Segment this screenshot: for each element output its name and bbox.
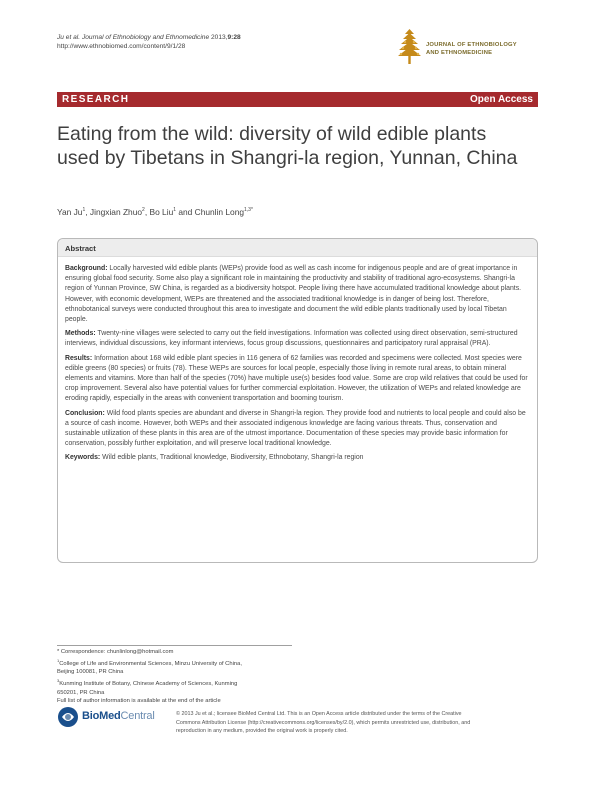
logo-line-2: AND ETHNOMEDICINE (426, 50, 493, 56)
open-access-label: Open Access (470, 94, 533, 105)
abstract-methods (65, 329, 531, 349)
abstract-box (57, 238, 538, 563)
abstract-conclusion (65, 409, 531, 450)
affiliation-3 (57, 677, 317, 689)
license-notice (176, 710, 538, 736)
author-affiliation-mark: 2 (142, 207, 145, 214)
section-text: Wild food plants species are abundant and diverse in Shangri-la region. They provide food and nutrients to local people and could also be a source of cash income. However, both WEPs and their associated indigenous knowledge are facing various threats. Thus, conservation and sustainable utilization of these plants in this area are of the utmost importance. Documentation of these species may provide basic information for conservation, possibly further exploitation, and will preserve local traditional knowledge. (65, 409, 526, 448)
section-label: Keywords: (65, 454, 101, 462)
abstract-background (65, 264, 531, 325)
author-info-note: Full list of author information is available at the end of the article (57, 698, 221, 705)
author-affiliation-mark: 1 (173, 207, 177, 214)
author-name[interactable]: Jingxian Zhuo (89, 207, 143, 217)
section-text: Wild edible plants, Traditional knowledge, Biodiversity, Ethnobotany, Shangri-la region (102, 454, 364, 462)
journal-logo-text (426, 41, 517, 57)
affiliation-1-cont: Beijing 100081, PR China (57, 669, 124, 676)
article-type-banner (57, 92, 538, 107)
section-label: Results: (65, 354, 93, 362)
article-title: Eating from the wild: diversity of wild edible plants used by Tibetans in Shangri-la region, Yunnan, China (57, 123, 518, 169)
correspondence-email[interactable]: * Correspondence: chunlinlong@hotmail.com (57, 649, 174, 655)
license-line-1: © 2013 Ju et al.; licensee BioMed Central Ltd. This is an Open Access article distributed under the terms of the Creative (176, 711, 462, 717)
author-affiliation-mark: 1 (82, 207, 86, 214)
journal-name: Journal of Ethnobiology and Ethnomedicine (81, 34, 210, 41)
abstract-body (65, 264, 531, 468)
abstract-heading: Abstract (65, 244, 96, 253)
author-affiliation-mark: 1,3* (244, 207, 253, 214)
author-list: Yan Ju$^1$, Jingxian Zhuo$^2$, Bo Liu$^1$ and Chunlin Long$^{1,3*}$ (57, 207, 253, 217)
license-line-3: reproduction in any medium, provided the original work is properly cited. (176, 728, 348, 735)
citation-volume: 9:28 (227, 34, 241, 41)
affiliation-mark: 1 (57, 657, 60, 663)
publisher-name-part2: Central (120, 710, 155, 722)
journal-logo[interactable] (397, 27, 537, 67)
section-text: Twenty-nine villages were selected to carry out the field investigations. Information was collected using direct observation, semi-structured interviews, individual discussions, key informant interviews, focus group discussions, questionnaires and participatory rural appraisal (PRA). (65, 330, 518, 348)
affiliation-text: Kunming Institute of Botany, Chinese Academy of Sciences, Kunming (59, 680, 238, 687)
section-text: Locally harvested wild edible plants (WEPs) provide food as well as cash income for indigenous people and are of great importance in ensuring global food security. Some also play a significant role in maintaining the productivity and stability of traditional agro-ecosystems. Shangri-la region of Yunnan Province, SW China, is regarded as a biodiversity hotspot. People living there have accumulated traditional knowledge about plants. However, with economic development, WEPs are threatened and the associated traditional knowledge is in danger of being lost. Therefore, ethnobotanical surveys were conducted throughout this area to investigate and document the wild edible plants traditionally used by local Tibetan people. (65, 265, 522, 324)
abstract-keywords (65, 453, 531, 463)
citation-header (57, 33, 241, 51)
affiliation-1 (57, 657, 317, 669)
logo-line-1: JOURNAL OF ETHNOBIOLOGY (426, 42, 517, 48)
footnotes (57, 648, 317, 706)
citation-authors: Ju et al. (57, 34, 81, 41)
license-line-2[interactable]: Commons Attribution License (http://creativecommons.org/licenses/by/2.0), which permits unrestricted use, distribution, and (176, 719, 471, 726)
citation-year: 2013, (210, 34, 228, 41)
author-name[interactable]: Chunlin Long (194, 207, 245, 217)
article-url[interactable]: http://www.ethnobiomed.com/content/9/1/28 (57, 43, 186, 51)
abstract-header (58, 239, 537, 257)
publisher-name-part1: BioMed (82, 710, 121, 722)
abstract-results (65, 354, 531, 405)
article-type-label: RESEARCH (62, 94, 130, 105)
author-name[interactable]: Yan Ju (57, 207, 83, 217)
tree-logo-icon (397, 27, 422, 65)
affiliation-3-cont: 650201, PR China (57, 689, 105, 696)
section-label: Conclusion: (65, 409, 105, 417)
citation-line (57, 33, 241, 42)
section-label: Methods: (65, 330, 96, 338)
publisher-name (82, 710, 155, 722)
affiliation-text: College of Life and Environmental Sciences, Minzu University of China, (59, 660, 242, 667)
section-label: Background: (65, 265, 108, 272)
affiliation-mark: 3 (57, 678, 60, 684)
section-text: Information about 168 wild edible plant species in 116 genera of 62 families was recorded and specimens were collected. Most species were edible greens (80 species) or fruits (78). These WEPs are sources for local people, especially those living in remote rural areas, to obtain mineral elements and vitamins. More than half of the species (70%) have multiple use(s) besides food value. Some are crop wild relatives that could be used for crop improvement. Several also have potential values for further commercial exploitation. However, the utilization of WEPs and related knowledge are eroding rapidly, especially in the areas with convenient transportation and booming tourism. (65, 354, 528, 403)
biomed-central-icon (57, 706, 79, 728)
biomed-central-logo[interactable] (57, 706, 177, 728)
author-name[interactable]: Bo Liu (149, 207, 174, 217)
footnote-divider (57, 645, 292, 646)
